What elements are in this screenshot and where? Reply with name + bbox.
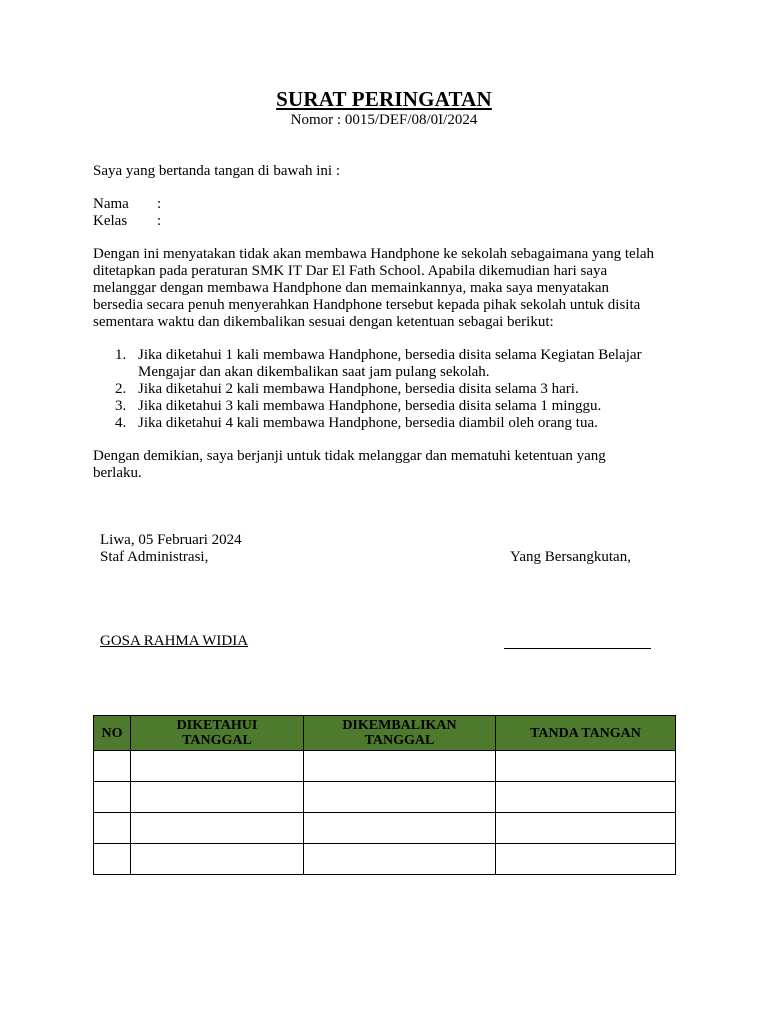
table-cell[interactable] [496, 813, 676, 844]
body-line: bersedia secara penuh menyerahkan Handphone tersebut kepada pihak sekolah untuk disita [93, 297, 641, 313]
table-cell[interactable] [94, 782, 131, 813]
table-cell[interactable] [304, 844, 496, 875]
table-cell[interactable] [131, 813, 304, 844]
header-tanda-tangan: TANDA TANGAN [496, 716, 676, 751]
field-separator-nama: : [157, 196, 162, 212]
list-item [93, 415, 693, 432]
table-cell[interactable] [304, 782, 496, 813]
right-signer-role: Yang Bersangkutan, [510, 549, 631, 565]
table-row [94, 782, 676, 813]
field-label-nama: Nama [93, 196, 129, 212]
table-cell[interactable] [94, 813, 131, 844]
table-cell[interactable] [131, 844, 304, 875]
left-signer-role: Staf Administrasi, [100, 549, 209, 565]
body-line: Dengan ini menyatakan tidak akan membawa Handphone ke sekolah sebagaimana yang telah [93, 246, 655, 262]
document-number: Nomor : 0015/DEF/08/0I/2024 [290, 112, 478, 128]
list-line: Jika diketahui 1 kali membawa Handphone, bersedia disita selama Kegiatan Belajar [138, 347, 642, 363]
list-number: 3. [115, 398, 127, 414]
list-line: Jika diketahui 4 kali membawa Handphone, bersedia diambil oleh orang tua. [138, 415, 598, 431]
list-line: Mengajar dan akan dikembalikan saat jam pulang sekolah. [138, 364, 490, 380]
table-cell[interactable] [304, 751, 496, 782]
table-row [94, 813, 676, 844]
table-cell[interactable] [496, 844, 676, 875]
body-paragraph [93, 246, 693, 331]
right-signature-line [504, 648, 651, 649]
header-dikembalikan-tanggal: DIKEMBALIKAN TANGGAL [304, 716, 496, 751]
list-line: Jika diketahui 3 kali membawa Handphone, bersedia disita selama 1 minggu. [138, 398, 602, 414]
table-cell[interactable] [496, 751, 676, 782]
place-date: Liwa, 05 Februari 2024 [100, 532, 242, 548]
list-number: 1. [115, 347, 127, 363]
document-title: SURAT PERINGATAN [276, 87, 492, 111]
table-cell[interactable] [304, 813, 496, 844]
body-line: melanggar dengan membawa Handphone dan memainkannya, maka saya menyatakan [93, 280, 610, 296]
body-line: ditetapkan pada peraturan SMK IT Dar El Fath School. Apabila dikemudian hari saya [93, 263, 608, 279]
header-no: NO [94, 716, 131, 751]
list-item [93, 347, 693, 381]
list-item [93, 381, 693, 398]
table-cell[interactable] [131, 751, 304, 782]
table-row [94, 751, 676, 782]
header-diketahui-tanggal: DIKETAHUI TANGGAL [131, 716, 304, 751]
list-item [93, 398, 693, 415]
table-cell[interactable] [94, 751, 131, 782]
table-cell[interactable] [131, 782, 304, 813]
table-cell[interactable] [496, 782, 676, 813]
list-line: Jika diketahui 2 kali membawa Handphone, bersedia disita selama 3 hari. [138, 381, 579, 397]
closing-line: berlaku. [93, 465, 142, 481]
left-signer-name: GOSA RAHMA WIDIA [100, 633, 249, 649]
field-separator-kelas: : [157, 213, 162, 229]
list-number: 4. [115, 415, 127, 431]
intro-text: Saya yang bertanda tangan di bawah ini : [93, 163, 341, 179]
confiscation-log-table [93, 715, 676, 875]
table-cell[interactable] [94, 844, 131, 875]
table-row [94, 844, 676, 875]
rules-list [93, 347, 693, 432]
table-header-row [94, 716, 676, 751]
field-label-kelas: Kelas [93, 213, 128, 229]
body-line: sementara waktu dan dikembalikan sesuai dengan ketentuan sebagai berikut: [93, 314, 554, 330]
closing-paragraph [93, 448, 693, 482]
list-number: 2. [115, 381, 127, 397]
closing-line: Dengan demikian, saya berjanji untuk tidak melanggar dan mematuhi ketentuan yang [93, 448, 606, 464]
